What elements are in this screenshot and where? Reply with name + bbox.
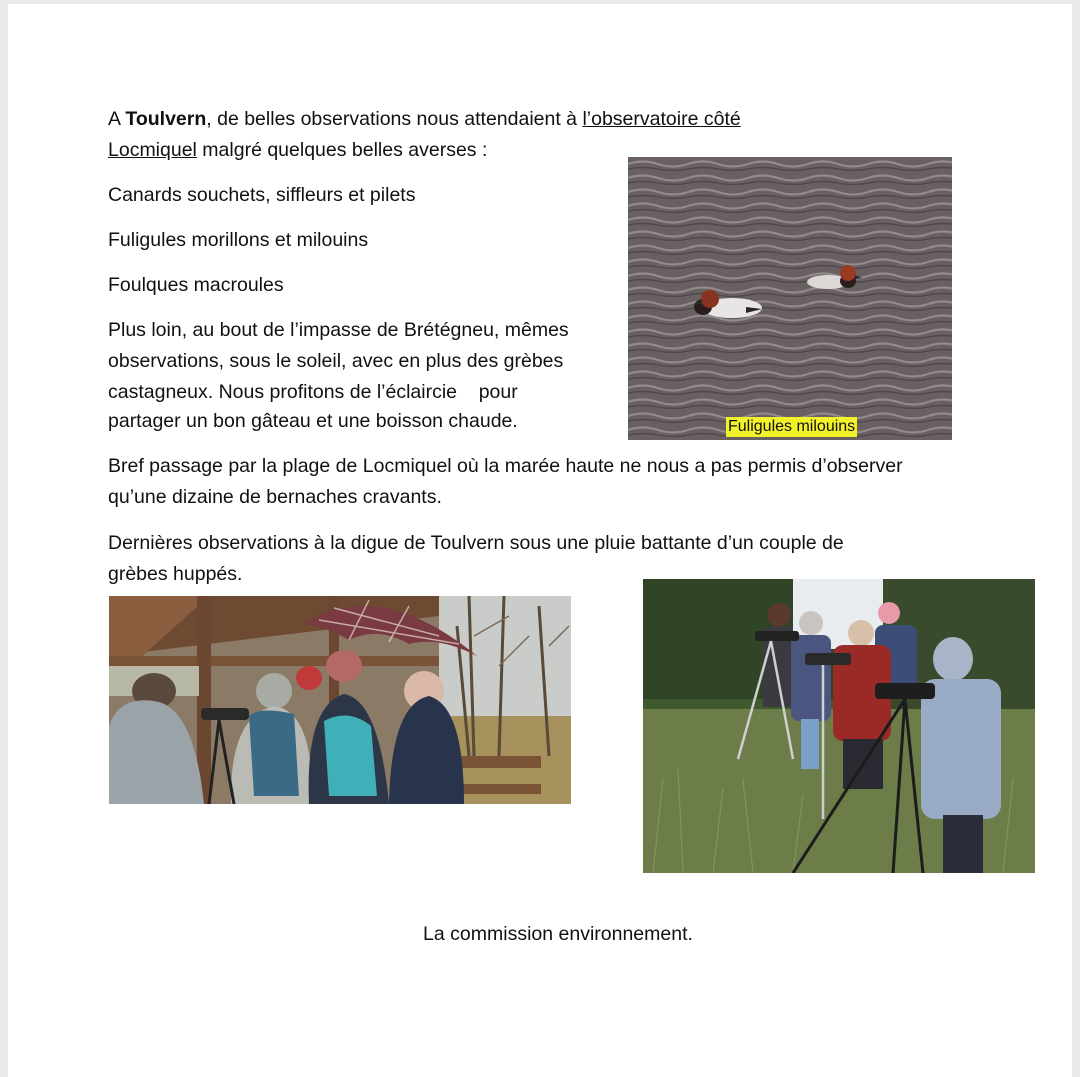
paragraph-line: castagneux. Nous profitons de l’éclaircie pour [108, 381, 518, 403]
observatory-link-part2: Locmiquel [108, 139, 197, 161]
intro-line-2: Locmiquel malgré quelques belles averses : [108, 139, 488, 161]
observatory-link-part1: l’observatoire côté [582, 108, 741, 130]
paragraph-line: observations, sous le soleil, avec en plus des grèbes [108, 350, 564, 372]
signature: La commission environnement. [423, 923, 693, 945]
species-item: Foulques macroules [108, 274, 284, 296]
photo-caption: Fuligules milouins [728, 418, 856, 435]
paragraph-line: partager un bon gâteau et une boisson chaude. [108, 410, 518, 432]
place-name: Toulvern [125, 108, 207, 130]
observatory-group-photo [109, 596, 571, 804]
intro-line-1: A Toulvern, de belles observations nous attendaient à l’observatoire côté [108, 108, 741, 130]
paragraph-line: Bref passage par la plage de Locmiquel où la marée haute ne nous a pas permis d’observer [108, 455, 903, 477]
telescope-group-photo [643, 579, 1035, 873]
species-item: Fuligules morillons et milouins [108, 229, 369, 251]
paragraph-line: qu’une dizaine de bernaches cravants. [108, 486, 442, 508]
ducks-photo [628, 157, 952, 440]
paragraph-line: grèbes huppés. [108, 563, 243, 585]
species-item: Canards souchets, siffleurs et pilets [108, 184, 416, 206]
paragraph-line: Dernières observations à la digue de Toulvern sous une pluie battante d’un couple de [108, 532, 844, 554]
paragraph-line: Plus loin, au bout de l’impasse de Brétégneu, mêmes [108, 319, 569, 341]
